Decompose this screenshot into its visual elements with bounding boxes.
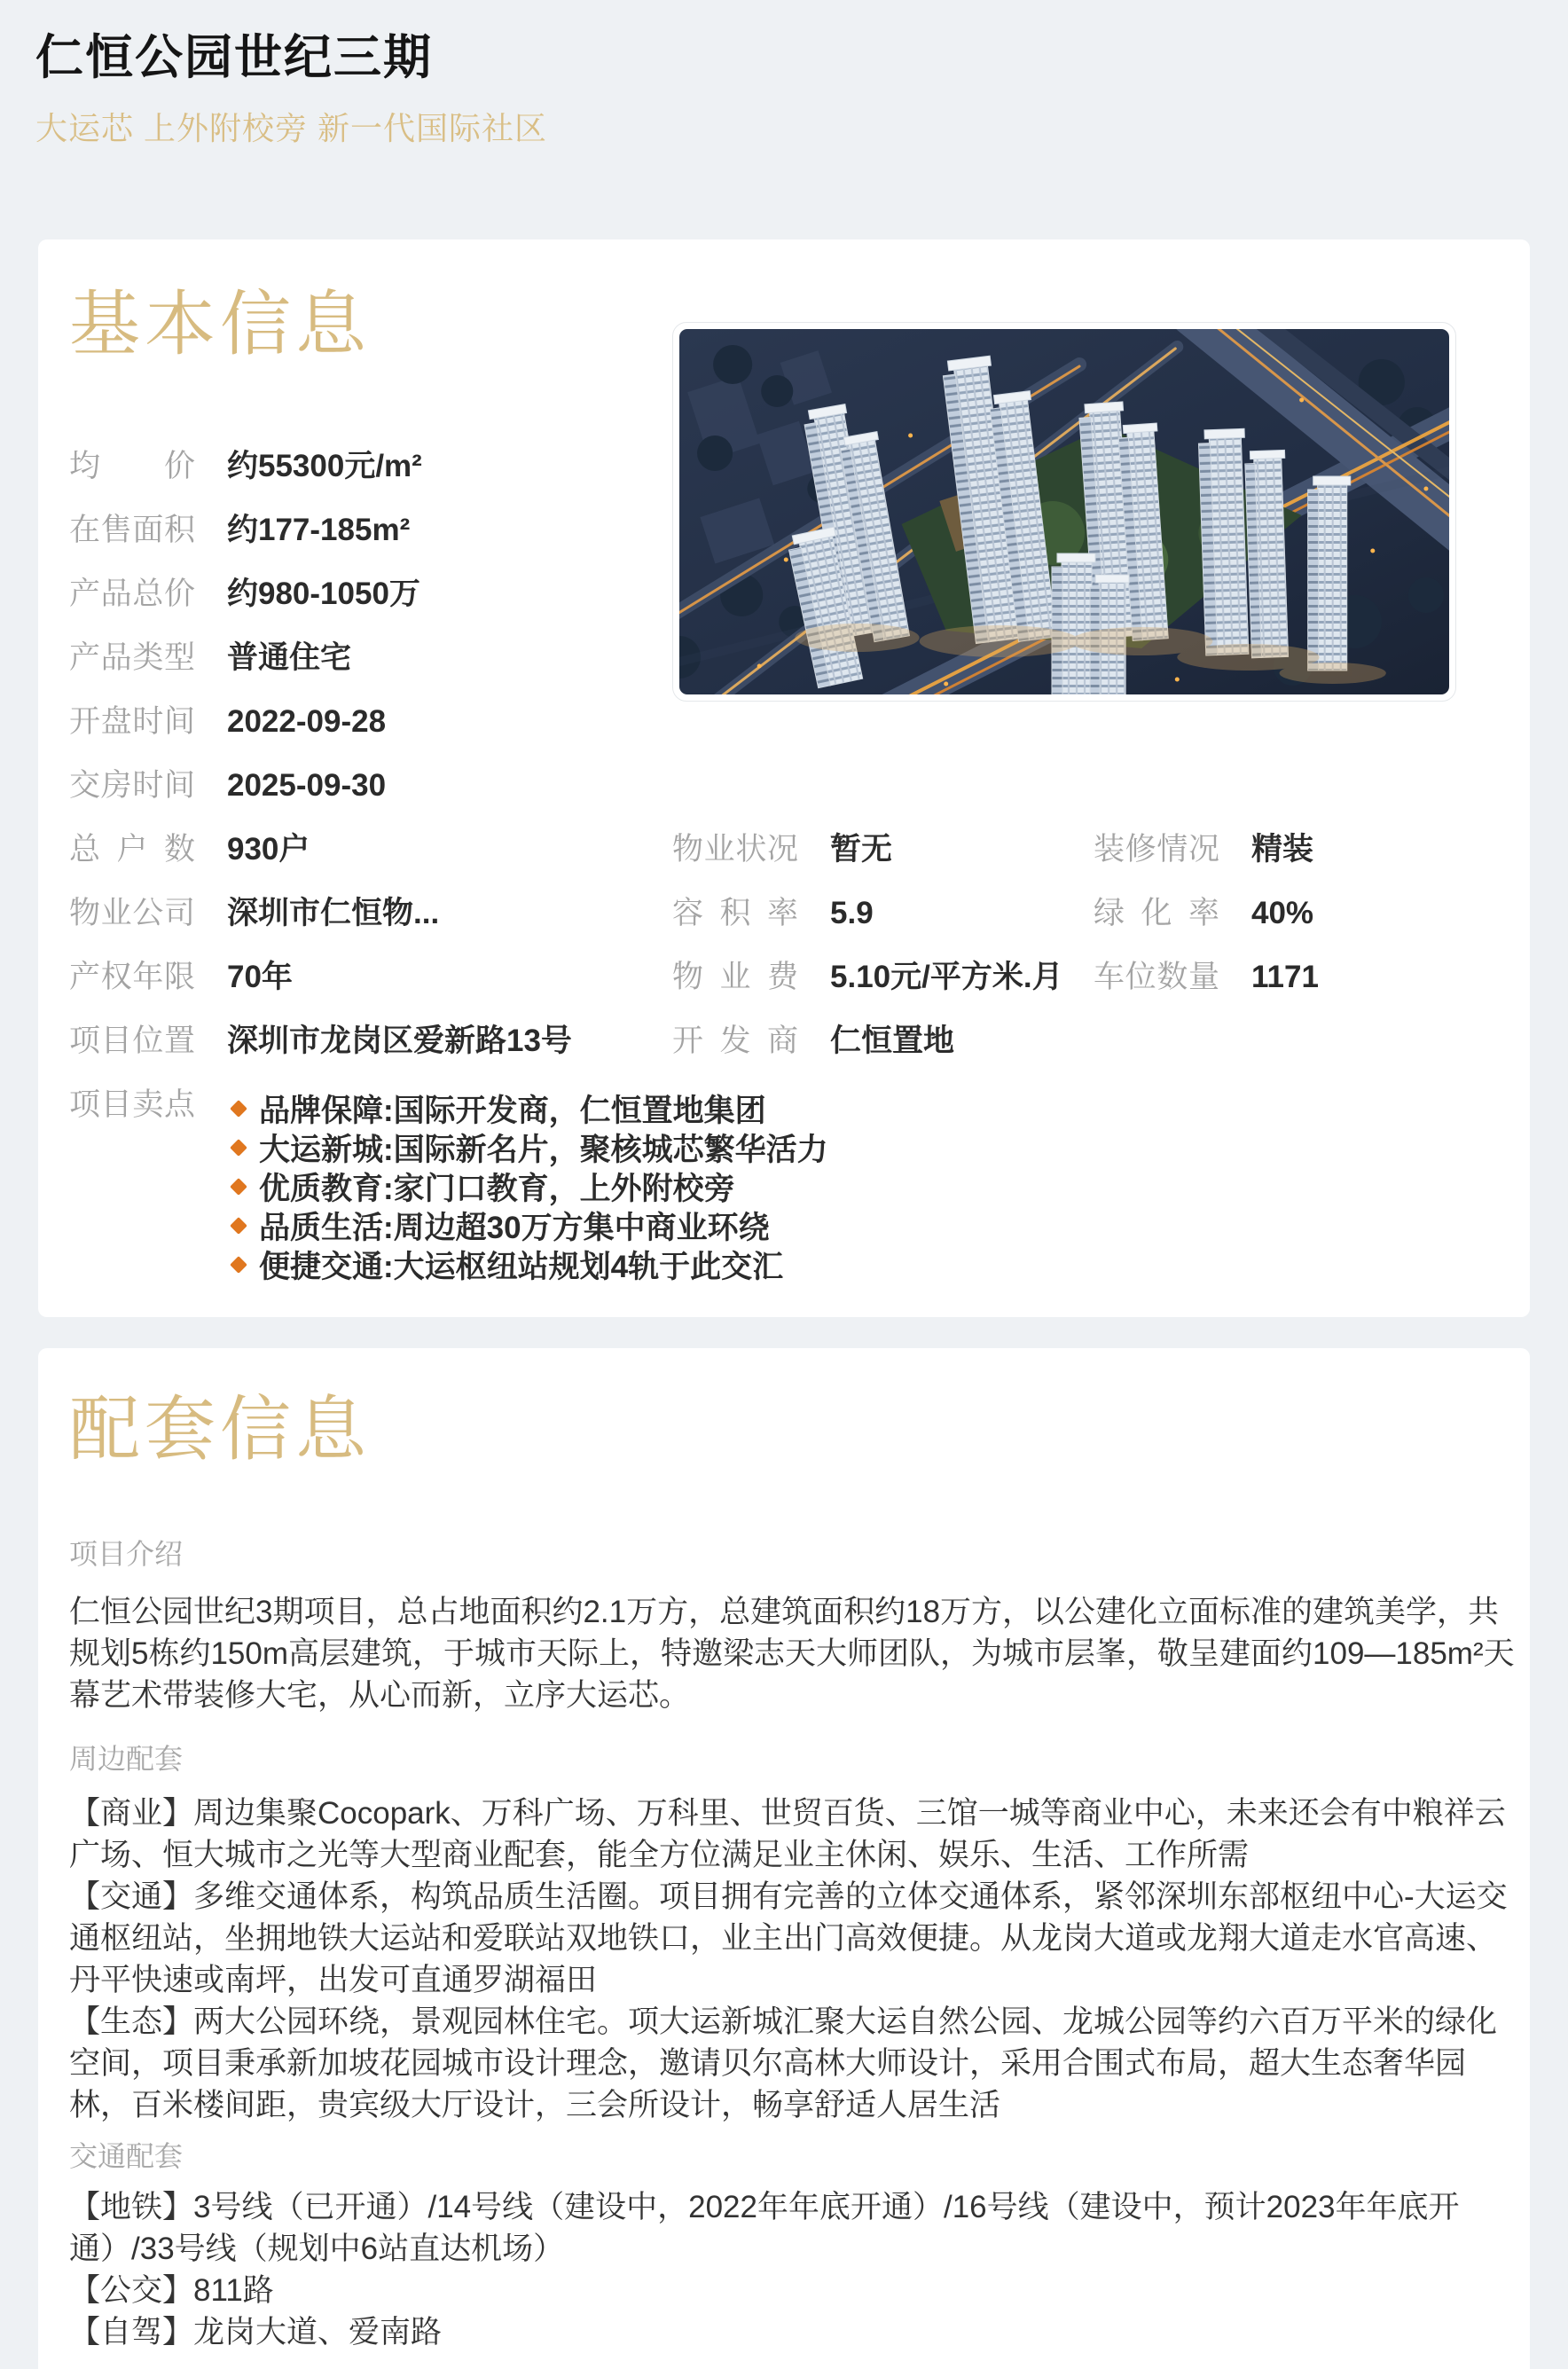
- field-row-property-fee: [672, 961, 1089, 992]
- amenities-heading: 配套信息: [69, 1390, 371, 1469]
- field-value: 约980-1050万: [227, 577, 420, 611]
- traffic-sub-label: 交通配套: [69, 2140, 184, 2172]
- field-label: 产权年限: [69, 960, 195, 994]
- field-row-product-type: [69, 642, 663, 673]
- field-value: 约177-185m²: [227, 513, 411, 547]
- intro-paragraph: 仁恒公园世纪3期项目，总占地面积约2.1万方，总建筑面积约18万方，以公建化立面标准的建筑美学，共规划5栋约150m高层建筑，于城市天际上，特邀梁志天大师团队，为城市层峯，敬呈建面约109—185m²天幕艺术带装修大宅，从心而新，立序大运芯。: [69, 1595, 1515, 1713]
- field-label: 均价: [69, 449, 195, 483]
- field-row-greening-rate: [1094, 898, 1519, 929]
- field-value: 仁恒置地: [830, 1024, 955, 1058]
- field-value: 5.9: [830, 896, 874, 930]
- basic-info-heading: 基本信息: [69, 285, 371, 364]
- field-value: 普通住宅: [227, 640, 352, 675]
- field-label: 在售面积: [69, 513, 195, 547]
- selling-point-item: [227, 1089, 828, 1128]
- field-row-location: [69, 1025, 663, 1056]
- field-row-selling-points: [69, 1087, 828, 1284]
- field-label: 容积率: [672, 896, 798, 930]
- field-label: 交房时间: [69, 768, 195, 803]
- field-label: 项目位置: [69, 1024, 195, 1058]
- diamond-bullet-icon: [230, 1178, 247, 1196]
- selling-point-item: [227, 1167, 828, 1206]
- field-label: 开盘时间: [69, 704, 195, 739]
- field-row-plot-ratio: [672, 898, 1089, 929]
- field-label: 物业费: [672, 960, 798, 994]
- around-paragraphs: [69, 1792, 1521, 2126]
- field-row-open-date: [69, 706, 663, 737]
- around-item-ecology: 【生态】两大公园环绕，景观园林住宅。项大运新城汇聚大运自然公园、龙城公园等约六百万平米的绿化空间，项目秉承新加坡花园城市设计理念，邀请贝尔高林大师设计，采用合围式布局，超大生态奢华园林，百米楼间距，贵宾级大厅设计，三会所设计，畅享舒适人居生活: [69, 2004, 1498, 2122]
- selling-point-item: [227, 1206, 828, 1245]
- field-label: 开发商: [672, 1024, 798, 1058]
- field-label: 绿化率: [1094, 896, 1219, 930]
- field-row-decoration: [1094, 834, 1519, 865]
- field-row-parking: [1094, 961, 1519, 992]
- field-row-households: [69, 834, 663, 865]
- field-value: 深圳市仁恒物...: [227, 896, 440, 930]
- diamond-bullet-icon: [230, 1217, 247, 1235]
- amenities-card: [38, 1348, 1530, 2369]
- aerial-render-graphic: [679, 329, 1449, 694]
- field-value: 约55300元/m²: [227, 449, 422, 483]
- diamond-bullet-icon: [230, 1100, 247, 1118]
- field-row-property-status: [672, 834, 1089, 865]
- field-row-area: [69, 514, 663, 545]
- basic-info-card: [38, 239, 1530, 1317]
- intro-sub-label: 项目介绍: [69, 1538, 184, 1570]
- field-label: 车位数量: [1094, 960, 1219, 994]
- field-value: 40%: [1251, 896, 1314, 930]
- basic-info-middle-column: [672, 834, 1089, 1056]
- field-value: 5.10元/平方米.月: [830, 960, 1063, 994]
- selling-point-text: 便捷交通:大运枢纽站规划4轨于此交汇: [259, 1250, 784, 1284]
- around-item-business: 【商业】周边集聚Cocopark、万科广场、万科里、世贸百货、三馆一城等商业中心，未来还会有中粮祥云广场、恒大城市之光等大型商业配套，能全方位满足业主休闲、娱乐、生活、工作所需: [69, 1796, 1506, 1872]
- field-row-developer: [672, 1025, 1089, 1056]
- field-label: 产品类型: [69, 640, 195, 675]
- field-row-avg-price: [69, 451, 663, 482]
- field-row-delivery-date: [69, 770, 663, 801]
- basic-info-right-column: [1094, 834, 1519, 992]
- page-title: 仁恒公园世纪三期: [35, 31, 433, 84]
- selling-point-text: 品牌保障:国际开发商，仁恒置地集团: [259, 1094, 766, 1128]
- traffic-paragraphs: [69, 2186, 1521, 2353]
- page-subtitle: 大运芯 上外附校旁 新一代国际社区: [35, 110, 548, 146]
- traffic-item-drive: 【自驾】龙岗大道、爱南路: [69, 2315, 443, 2349]
- field-label: 总户数: [69, 832, 195, 867]
- property-aerial-image[interactable]: [672, 322, 1456, 702]
- field-label: 装修情况: [1094, 832, 1219, 867]
- field-row-total-price: [69, 578, 663, 609]
- around-item-traffic: 【交通】多维交通体系，构筑品质生活圈。项目拥有完善的立体交通体系，紧邻深圳东部枢纽中心-大运交通枢纽站，坐拥地铁大运站和爱联站双地铁口，业主出门高效便捷。从龙岗大道或龙翔大道走水官高速、丹平快速或南坪，出发可直通罗湖福田: [69, 1879, 1508, 1997]
- traffic-item-metro: 【地铁】3号线（已开通）/14号线（建设中，2022年年底开通）/16号线（建设中，预计2023年年底开通）/33号线（规划中6站直达机场）: [69, 2190, 1460, 2266]
- selling-point-text: 品质生活:周边超30万方集中商业环绕: [259, 1211, 770, 1245]
- field-value: 70年: [227, 960, 293, 994]
- field-value: 深圳市龙岗区爱新路13号: [227, 1024, 572, 1058]
- page-header: [0, 0, 1568, 147]
- selling-point-item: [227, 1128, 828, 1167]
- field-value: 930户: [227, 832, 310, 867]
- diamond-bullet-icon: [230, 1256, 247, 1274]
- field-value: 2025-09-30: [227, 768, 387, 803]
- traffic-item-bus: 【公交】811路: [69, 2273, 274, 2308]
- field-row-tenure: [69, 961, 663, 992]
- selling-points-list: [227, 1089, 828, 1284]
- selling-point-item: [227, 1245, 828, 1284]
- field-value: 1171: [1251, 960, 1319, 994]
- field-value: 2022-09-28: [227, 704, 387, 739]
- field-label: 物业公司: [69, 896, 195, 930]
- field-row-property-company: [69, 898, 663, 929]
- field-label: 物业状况: [672, 832, 798, 867]
- diamond-bullet-icon: [230, 1139, 247, 1157]
- around-sub-label: 周边配套: [69, 1743, 184, 1775]
- field-label: 项目卖点: [69, 1087, 195, 1122]
- field-label: 产品总价: [69, 577, 195, 611]
- selling-point-text: 大运新城:国际新名片，聚核城芯繁华活力: [259, 1133, 828, 1167]
- field-value: 精装: [1251, 832, 1314, 867]
- selling-point-text: 优质教育:家门口教育，上外附校旁: [259, 1172, 735, 1206]
- field-value: 暂无: [830, 832, 893, 867]
